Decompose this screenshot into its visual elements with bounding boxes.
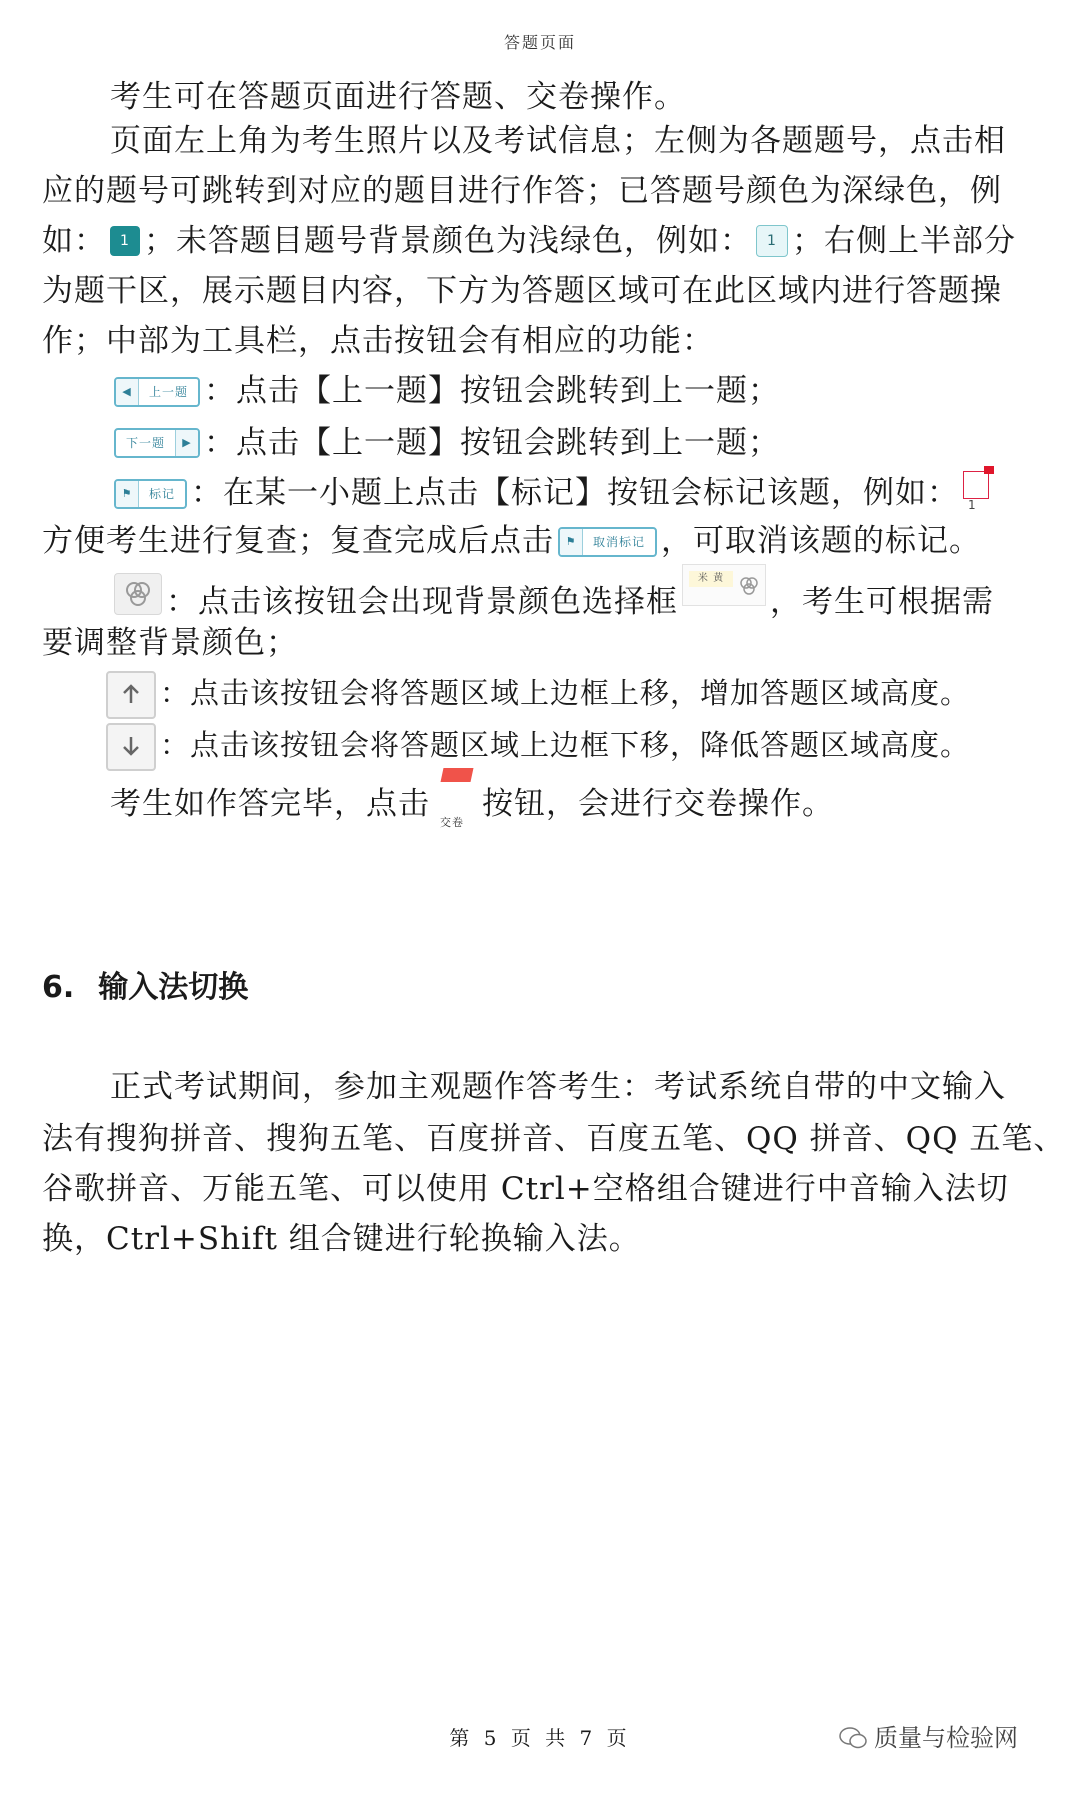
text-segment: ：点击【上一题】按钮会跳转到上一题； <box>204 425 781 461</box>
next-label: 下一题 <box>126 436 166 450</box>
text-segment: ，可取消该题的标记。 <box>661 523 982 559</box>
paragraph-layout-line4: 为题干区，展示题目内容，下方为答题区域可在此区域内进行答题操 <box>42 273 1002 309</box>
text-segment: ：点击该按钮会出现背景颜色选择框 <box>166 584 678 620</box>
mark-button-icon <box>114 479 187 509</box>
text-segment: ：点击该按钮会将答题区域上边框下移，降低答题区域高度。 <box>160 728 971 762</box>
background-color-button-icon <box>114 573 162 615</box>
text-segment: ；未答题目题号背景颜色为浅绿色，例如： <box>144 223 752 259</box>
paragraph-layout-line2: 应的题号可跳转到对应的题目进行作答；已答题号颜色为深绿色，例 <box>42 173 1002 209</box>
text-segment: 按钮，会进行交卷操作。 <box>482 786 834 822</box>
text-segment: ：点击【上一题】按钮会跳转到上一题； <box>204 373 781 409</box>
chevron-right-icon: ▶ <box>175 430 198 456</box>
text-segment: 方便考生进行复查；复查完成后点击 <box>42 523 554 559</box>
section-line1: 正式考试期间，参加主观题作答考生：考试系统自带的中文输入 <box>110 1069 1006 1105</box>
text-segment: ；右侧上半部分 <box>792 223 1016 259</box>
answered-number-icon: 1 <box>110 226 140 256</box>
unmark-label: 取消标记 <box>593 535 646 549</box>
section-line4: 换，Ctrl+Shift 组合键进行轮换输入法。 <box>42 1221 641 1257</box>
unmark-button-icon <box>558 527 657 557</box>
wechat-icon <box>838 1726 868 1750</box>
submit-label: 交卷 <box>440 816 464 829</box>
chevron-left-icon: ◀ <box>116 379 139 405</box>
section-line3: 谷歌拼音、万能五笔、可以使用 Ctrl+空格组合键进行中音输入法切 <box>42 1171 1009 1207</box>
move-up-icon <box>106 671 156 719</box>
move-up-button-desc <box>110 664 1080 722</box>
color-button-desc-line2: 要调整背景颜色； <box>42 625 298 661</box>
color-picker-popup-icon <box>682 564 766 606</box>
watermark <box>838 1718 1018 1753</box>
text-segment: ：点击该按钮会将答题区域上边框上移，增加答题区域高度。 <box>160 676 971 710</box>
page-footer: 第 5 页 共 7 页 <box>449 1726 631 1750</box>
prev-question-button-icon <box>114 377 200 407</box>
submit-desc <box>110 768 1080 833</box>
prev-label: 上一题 <box>149 385 189 399</box>
marked-number-icon <box>963 471 989 512</box>
text-segment: 如： <box>42 223 106 259</box>
paragraph-layout-line5: 作；中部为工具栏，点击按钮会有相应的功能： <box>42 323 714 359</box>
text-segment: 考生如作答完毕，点击 <box>110 786 430 822</box>
prev-button-desc <box>110 362 1080 420</box>
section-line2: 法有搜狗拼音、搜狗五笔、百度拼音、百度五笔、QQ 拼音、QQ 五笔、 <box>42 1121 1066 1157</box>
text-segment: ，考生可根据需 <box>770 584 994 620</box>
unanswered-number-icon: 1 <box>756 225 788 257</box>
section-number: 6. <box>42 970 75 1005</box>
paragraph-intro: 考生可在答题页面进行答题、交卷操作。 <box>110 79 686 115</box>
next-question-button-icon <box>114 428 200 458</box>
section-heading <box>42 962 248 1006</box>
move-down-button-desc <box>110 716 1080 774</box>
paragraph-layout-line1: 页面左上角为考生照片以及考试信息；左侧为各题题号，点击相 <box>110 123 1006 159</box>
marked-number: 1 <box>968 498 977 512</box>
page-header: 答题页面 <box>503 33 576 52</box>
move-down-icon <box>106 723 156 771</box>
text-segment: ：在某一小题上点击【标记】按钮会标记该题，例如： <box>191 475 960 511</box>
color-option-beige: 米 黄 <box>689 571 733 587</box>
section-title: 输入法切换 <box>98 970 249 1005</box>
mark-button-desc-line2 <box>42 512 1040 570</box>
flag-icon: ⚑ <box>560 529 583 555</box>
mark-label: 标记 <box>149 487 176 501</box>
watermark-text: 质量与检验网 <box>874 1724 1018 1752</box>
submit-button-icon <box>434 768 478 829</box>
flag-icon: ⚑ <box>116 481 139 507</box>
